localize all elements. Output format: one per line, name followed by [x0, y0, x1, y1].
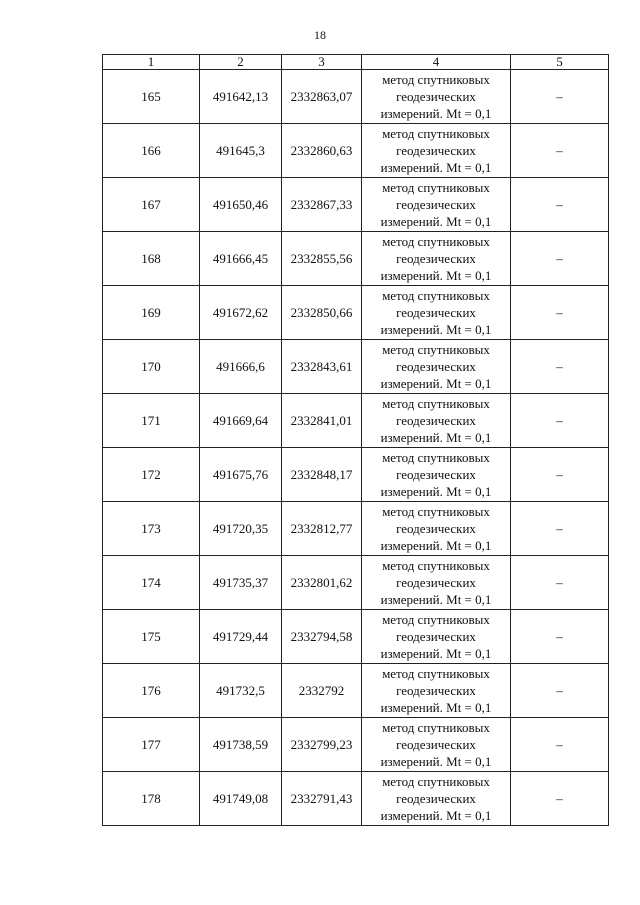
method-cell — [362, 124, 511, 178]
table-row — [103, 178, 609, 232]
y-coordinate-cell: 2332812,77 — [282, 502, 362, 556]
method-line: геодезических — [396, 89, 476, 104]
point-number-cell: 168 — [103, 232, 200, 286]
table-body — [103, 70, 609, 826]
method-line: метод спутниковых — [382, 504, 490, 519]
method-line: геодезических — [396, 143, 476, 158]
x-coordinate-cell: 491650,46 — [200, 178, 282, 232]
x-coordinate-cell: 491666,45 — [200, 232, 282, 286]
column-5-cell: – — [511, 178, 609, 232]
table-row — [103, 610, 609, 664]
method-line: измерений. Mt = 0,1 — [380, 808, 492, 823]
column-5-cell: – — [511, 232, 609, 286]
method-line: геодезических — [396, 737, 476, 752]
y-coordinate-cell: 2332860,63 — [282, 124, 362, 178]
column-5-cell: – — [511, 556, 609, 610]
y-coordinate-cell: 2332794,58 — [282, 610, 362, 664]
method-line: измерений. Mt = 0,1 — [380, 160, 492, 175]
method-line: измерений. Mt = 0,1 — [380, 484, 492, 499]
point-number-cell: 174 — [103, 556, 200, 610]
method-line: метод спутниковых — [382, 396, 490, 411]
x-coordinate-cell: 491642,13 — [200, 70, 282, 124]
method-line: метод спутниковых — [382, 288, 490, 303]
method-line: измерений. Mt = 0,1 — [380, 592, 492, 607]
point-number-cell: 172 — [103, 448, 200, 502]
y-coordinate-cell: 2332792 — [282, 664, 362, 718]
method-cell — [362, 448, 511, 502]
column-5-cell: – — [511, 664, 609, 718]
x-coordinate-cell: 491666,6 — [200, 340, 282, 394]
method-line: метод спутниковых — [382, 72, 490, 87]
method-line: геодезических — [396, 629, 476, 644]
x-coordinate-cell: 491669,64 — [200, 394, 282, 448]
method-line: геодезических — [396, 791, 476, 806]
table-header-row — [103, 55, 609, 70]
method-cell — [362, 772, 511, 826]
column-header: 3 — [282, 55, 362, 70]
point-number-cell: 176 — [103, 664, 200, 718]
method-line: метод спутниковых — [382, 126, 490, 141]
method-line: геодезических — [396, 413, 476, 428]
x-coordinate-cell: 491749,08 — [200, 772, 282, 826]
y-coordinate-cell: 2332867,33 — [282, 178, 362, 232]
table-row — [103, 502, 609, 556]
method-line: измерений. Mt = 0,1 — [380, 106, 492, 121]
method-line: метод спутниковых — [382, 558, 490, 573]
point-number-cell: 166 — [103, 124, 200, 178]
table-row — [103, 664, 609, 718]
x-coordinate-cell: 491645,3 — [200, 124, 282, 178]
point-number-cell: 171 — [103, 394, 200, 448]
x-coordinate-cell: 491672,62 — [200, 286, 282, 340]
table-row — [103, 772, 609, 826]
y-coordinate-cell: 2332855,56 — [282, 232, 362, 286]
column-5-cell: – — [511, 286, 609, 340]
method-line: геодезических — [396, 359, 476, 374]
y-coordinate-cell: 2332841,01 — [282, 394, 362, 448]
y-coordinate-cell: 2332791,43 — [282, 772, 362, 826]
method-line: геодезических — [396, 251, 476, 266]
point-number-cell: 173 — [103, 502, 200, 556]
method-line: геодезических — [396, 575, 476, 590]
table-row — [103, 448, 609, 502]
method-line: измерений. Mt = 0,1 — [380, 646, 492, 661]
coordinates-table — [102, 54, 609, 826]
method-cell — [362, 610, 511, 664]
method-line: измерений. Mt = 0,1 — [380, 268, 492, 283]
x-coordinate-cell: 491729,44 — [200, 610, 282, 664]
point-number-cell: 165 — [103, 70, 200, 124]
method-line: метод спутниковых — [382, 180, 490, 195]
column-header: 2 — [200, 55, 282, 70]
method-cell — [362, 232, 511, 286]
y-coordinate-cell: 2332801,62 — [282, 556, 362, 610]
column-5-cell: – — [511, 124, 609, 178]
x-coordinate-cell: 491735,37 — [200, 556, 282, 610]
method-line: метод спутниковых — [382, 774, 490, 789]
method-line: измерений. Mt = 0,1 — [380, 214, 492, 229]
method-cell — [362, 178, 511, 232]
column-5-cell: – — [511, 448, 609, 502]
column-5-cell: – — [511, 610, 609, 664]
method-line: геодезических — [396, 683, 476, 698]
method-line: метод спутниковых — [382, 720, 490, 735]
method-line: метод спутниковых — [382, 234, 490, 249]
y-coordinate-cell: 2332850,66 — [282, 286, 362, 340]
point-number-cell: 175 — [103, 610, 200, 664]
method-cell — [362, 664, 511, 718]
table-row — [103, 394, 609, 448]
method-cell — [362, 340, 511, 394]
table-row — [103, 124, 609, 178]
column-5-cell: – — [511, 718, 609, 772]
method-line: геодезических — [396, 467, 476, 482]
method-line: измерений. Mt = 0,1 — [380, 430, 492, 445]
method-line: метод спутниковых — [382, 666, 490, 681]
method-cell — [362, 394, 511, 448]
method-line: измерений. Mt = 0,1 — [380, 700, 492, 715]
method-cell — [362, 286, 511, 340]
column-5-cell: – — [511, 70, 609, 124]
column-header: 1 — [103, 55, 200, 70]
point-number-cell: 167 — [103, 178, 200, 232]
column-5-cell: – — [511, 502, 609, 556]
point-number-cell: 177 — [103, 718, 200, 772]
method-line: геодезических — [396, 197, 476, 212]
page-number: 18 — [314, 28, 326, 42]
table-row — [103, 340, 609, 394]
column-header: 4 — [362, 55, 511, 70]
method-line: метод спутниковых — [382, 342, 490, 357]
method-cell — [362, 718, 511, 772]
table-row — [103, 286, 609, 340]
table-row — [103, 718, 609, 772]
y-coordinate-cell: 2332848,17 — [282, 448, 362, 502]
method-line: геодезических — [396, 305, 476, 320]
x-coordinate-cell: 491720,35 — [200, 502, 282, 556]
method-cell — [362, 70, 511, 124]
method-line: измерений. Mt = 0,1 — [380, 754, 492, 769]
column-5-cell: – — [511, 772, 609, 826]
point-number-cell: 170 — [103, 340, 200, 394]
y-coordinate-cell: 2332843,61 — [282, 340, 362, 394]
column-5-cell: – — [511, 394, 609, 448]
method-line: геодезических — [396, 521, 476, 536]
y-coordinate-cell: 2332863,07 — [282, 70, 362, 124]
method-cell — [362, 502, 511, 556]
x-coordinate-cell: 491738,59 — [200, 718, 282, 772]
method-cell — [362, 556, 511, 610]
column-header: 5 — [511, 55, 609, 70]
column-5-cell: – — [511, 340, 609, 394]
y-coordinate-cell: 2332799,23 — [282, 718, 362, 772]
point-number-cell: 178 — [103, 772, 200, 826]
x-coordinate-cell: 491732,5 — [200, 664, 282, 718]
method-line: измерений. Mt = 0,1 — [380, 376, 492, 391]
method-line: метод спутниковых — [382, 612, 490, 627]
method-line: измерений. Mt = 0,1 — [380, 538, 492, 553]
method-line: измерений. Mt = 0,1 — [380, 322, 492, 337]
table-row — [103, 232, 609, 286]
method-line: метод спутниковых — [382, 450, 490, 465]
table-row — [103, 70, 609, 124]
point-number-cell: 169 — [103, 286, 200, 340]
x-coordinate-cell: 491675,76 — [200, 448, 282, 502]
table-row — [103, 556, 609, 610]
